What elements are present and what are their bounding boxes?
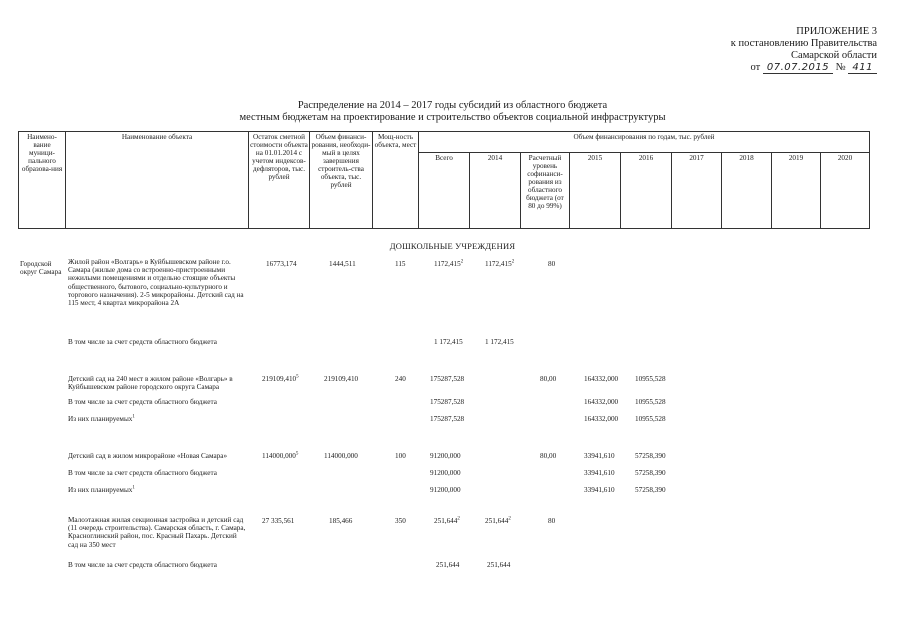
col-2016: 2016: [621, 153, 672, 229]
title-line-1: Распределение на 2014 – 2017 годы субсидий из областного бюджета: [297, 100, 608, 111]
total: 91200,000: [430, 469, 461, 477]
total: 1 172,415: [434, 338, 463, 346]
col-object-name: Наименование объекта: [66, 132, 249, 229]
funding-table-header: [18, 131, 870, 229]
object-name: В том числе за счет средств областного бюджета: [68, 338, 217, 346]
cofinancing: 80: [548, 260, 556, 268]
section-title: ДОШКОЛЬНЫЕ УЧРЕЖДЕНИЯ: [389, 241, 516, 251]
handwritten-date: 07.07.2015: [763, 62, 833, 74]
object-name: Из них планируемых$^1$: [68, 485, 135, 494]
remaining-cost: 219109,410$^5$: [262, 374, 299, 383]
object-name: Детский сад на 240 мест в жилом районе «Волгарь» в Куйбышевском районе городского округа Самара: [68, 375, 233, 392]
col-remaining-cost: Остаток сметной стоимости объекта на 01.01.2014 с учетом индексов-дефляторов, тыс. рублей: [249, 132, 310, 229]
financing-volume: 185,466: [329, 517, 353, 525]
remaining-cost: 114000,000$^5$: [262, 451, 299, 460]
col-financing-volume: Объем финанси-рования, необходи-мый в целях завершения строитель-ства объекта, тыс. рублей: [310, 132, 373, 229]
financing-volume: 114000,000: [324, 452, 358, 460]
value-2014: 251,644$^2$: [485, 516, 511, 525]
value-2016: 10955,528: [635, 375, 666, 383]
number-prefix: №: [835, 62, 846, 73]
total: 175287,528: [430, 415, 465, 423]
value-2014: 251,644: [487, 561, 511, 569]
total: 175287,528: [430, 398, 465, 406]
appendix-date-line: [731, 62, 877, 74]
col-2019: 2019: [772, 153, 821, 229]
capacity: 240: [395, 375, 406, 383]
value-2015: 164332,000: [584, 398, 619, 406]
col-municipality: Наимено-вание муници-пального образова-ния: [19, 132, 66, 229]
financing-volume: 219109,410: [324, 375, 359, 383]
col-2015: 2015: [570, 153, 621, 229]
handwritten-number: 411: [848, 62, 877, 74]
total: 251,644$^2$: [434, 516, 460, 525]
value-2016: 57258,390: [635, 469, 666, 477]
col-2017: 2017: [672, 153, 722, 229]
value-2016: 10955,528: [635, 398, 666, 406]
remaining-cost: 16773,174: [266, 260, 297, 268]
object-name: Из них планируемых$^1$: [68, 414, 135, 423]
appendix-block: [731, 26, 877, 74]
col-2014: 2014: [470, 153, 521, 229]
appendix-line-3: Самарской области: [791, 50, 877, 61]
municipality-name: Городской округ Самара: [20, 260, 62, 277]
col-2018: 2018: [722, 153, 772, 229]
object-name: В том числе за счет средств областного бюджета: [68, 469, 217, 477]
appendix-title: ПРИЛОЖЕНИЕ 3: [796, 26, 877, 37]
capacity: 350: [395, 517, 406, 525]
capacity: 115: [395, 260, 406, 268]
object-name: Жилой район «Волгарь» в Куйбышевском районе г.о. Самара (жилые дома со встроенно-пристроенными нежилыми помещениями и отдельно стоящие объекты общественного, бытового, социально-культурного и торгового назначения). 2-5 микрорайоны. Детский сад на 115 мест, 4 квартал микрорайона 2А: [68, 258, 244, 308]
financing-volume: 1444,511: [329, 260, 356, 268]
value-2016: 10955,528: [635, 415, 666, 423]
value-2014: 1172,415$^2$: [485, 259, 515, 268]
col-cofinancing: Расчетный уровень софинанси-рования из областного бюджета (от 80 до 99%): [521, 153, 570, 229]
remaining-cost: 27 335,561: [262, 517, 295, 525]
date-prefix: от: [750, 62, 761, 73]
object-name: В том числе за счет средств областного бюджета: [68, 398, 217, 406]
value-2015: 164332,000: [584, 375, 619, 383]
value-2015: 33941,610: [584, 452, 615, 460]
total: 175287,528: [430, 375, 465, 383]
total: 251,644: [436, 561, 460, 569]
value-2016: 57258,390: [635, 486, 666, 494]
appendix-line-2: к постановлению Правительства: [730, 38, 877, 49]
col-total: Всего: [419, 153, 470, 229]
col-financing-by-years: Объем финансирования по годам, тыс. рублей: [419, 132, 870, 153]
col-capacity: Мощ-ность объекта, мест: [373, 132, 419, 229]
cofinancing: 80,00: [540, 452, 557, 460]
col-2020: 2020: [821, 153, 870, 229]
total: 91200,000: [430, 452, 461, 460]
value-2016: 57258,390: [635, 452, 666, 460]
value-2015: 33941,610: [584, 486, 615, 494]
value-2015: 33941,610: [584, 469, 615, 477]
cofinancing: 80,00: [540, 375, 557, 383]
object-name: Малоэтажная жилая секционная застройка и детский сад (11 очередь строительства). Самарская область, г. Самара, Красноглинский район, пос. Красный Пахарь. Детский сад на 350 мест: [68, 516, 246, 549]
capacity: 100: [395, 452, 406, 460]
object-name: В том числе за счет средств областного бюджета: [68, 561, 217, 569]
total: 91200,000: [430, 486, 461, 494]
cofinancing: 80: [548, 517, 556, 525]
object-name: Детский сад в жилом микрорайоне «Новая Самара»: [68, 452, 228, 460]
document-title: [0, 100, 905, 124]
value-2015: 164332,000: [584, 415, 619, 423]
title-line-2: местным бюджетам на проектирование и строительство объектов социальной инфраструктуры: [239, 112, 666, 123]
value-2014: 1 172,415: [485, 338, 514, 346]
total: 1172,415$^2$: [434, 259, 464, 268]
